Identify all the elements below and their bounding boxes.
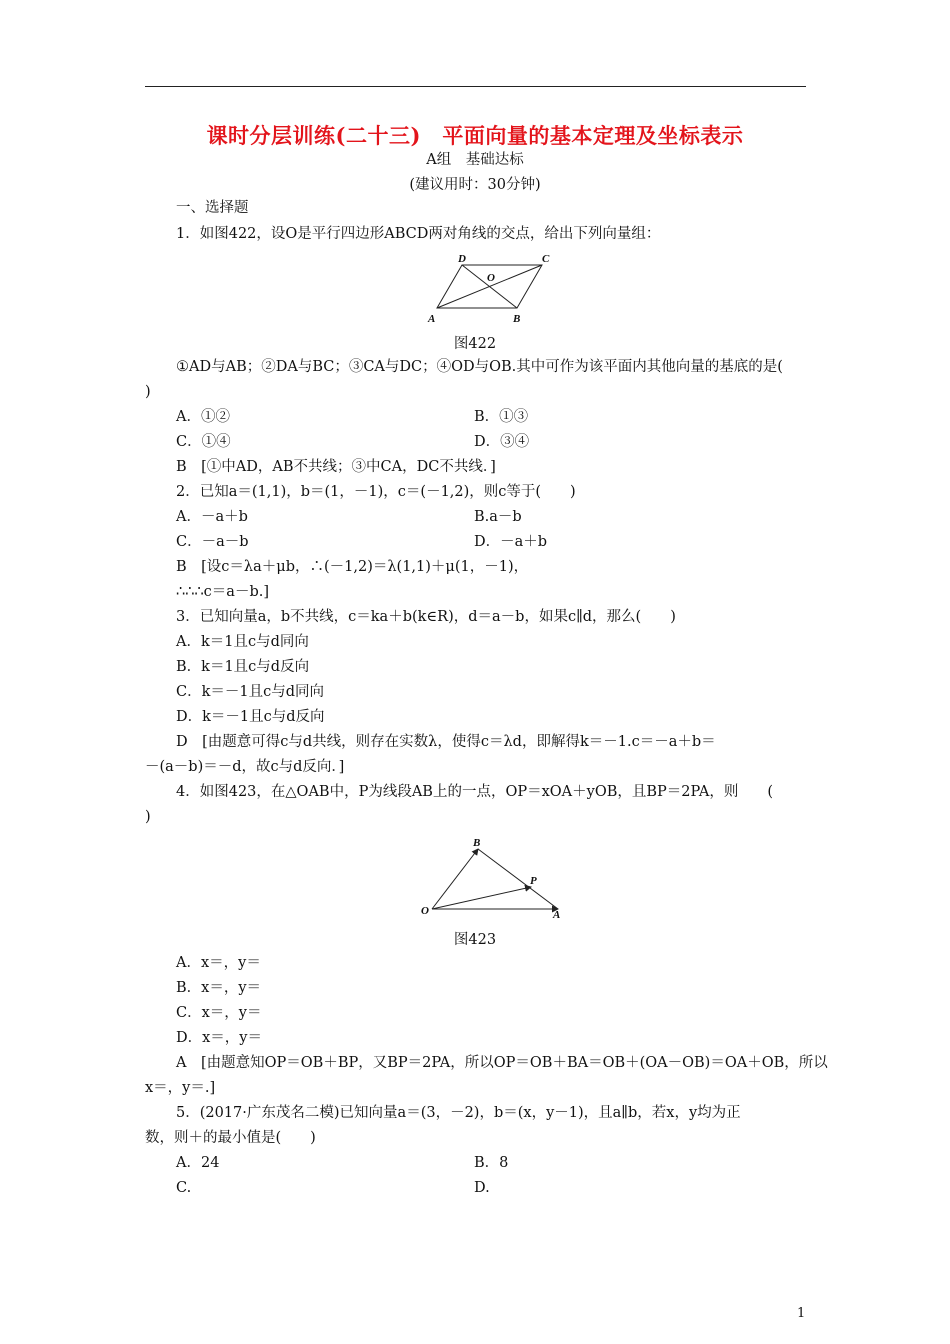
q5-stem: 5．(2017·广东茂名二模)已知向量a＝(3，－2)，b＝(x，y－1)，且a∥b，若x，y均为正: [176, 1105, 741, 1121]
time-hint: (建议用时：30分钟): [409, 177, 541, 193]
page-number: 1: [797, 1306, 806, 1321]
q1-figure-caption: 图422: [453, 336, 497, 352]
q4-figure-caption: 图423: [453, 932, 497, 948]
label-a: A: [428, 313, 436, 325]
q5-option-b: B．8: [474, 1155, 509, 1171]
q2-option-c: C．－a－b: [176, 534, 249, 550]
q3-option-c: C．k＝－1且c与d同向: [176, 684, 325, 700]
q1-option-d: D．③④: [474, 434, 530, 450]
q3-answer: D [由题意可得c与d共线，则存在实数λ，使得c＝λd，即解得k＝－1.c＝－a＋b＝: [176, 734, 716, 750]
triangle-figure: [412, 832, 572, 924]
q2-option-b: B.a－b: [474, 509, 522, 525]
q4-option-b: B．x＝，y＝: [176, 980, 262, 996]
parallelogram-figure: [420, 248, 560, 326]
q5-option-c: C.: [176, 1180, 192, 1196]
q1-option-b: B．①③: [474, 409, 529, 425]
page-title: 课时分层训练(二十三) 平面向量的基本定理及坐标表示: [206, 123, 744, 148]
q2-answer: B [设c＝λa＋μb，∴(－1,2)＝λ(1,1)＋μ(1，－1)，: [176, 559, 529, 575]
label-c: C: [542, 253, 550, 265]
group-label: A组 基础达标: [426, 152, 524, 168]
q1-option-c: C．①④: [176, 434, 231, 450]
q1-option-a: A．①②: [176, 409, 230, 425]
q4-option-c: C．x＝，y＝: [176, 1005, 262, 1021]
section-heading: 一、选择题: [176, 200, 249, 216]
q4-stem: 4．如图423，在△OAB中，P为线段AB上的一点，OP＝xOA＋yOB，且BP＝2PA，则 (: [176, 784, 774, 800]
q5-stem-cont: 数，则＋的最小值是( ): [145, 1130, 316, 1146]
label-b: B: [473, 837, 481, 849]
q1-stem: 1．如图422，设O是平行四边形ABCD两对角线的交点，给出下列向量组：: [176, 226, 661, 242]
q3-option-b: B．k＝1且c与d反向: [176, 659, 310, 675]
label-b: B: [513, 313, 521, 325]
label-d: D: [458, 253, 466, 265]
q3-stem: 3．已知向量a，b不共线，c＝ka＋b(k∈R)，d＝a－b，如果c∥d，那么( ): [176, 609, 676, 625]
q4-option-a: A．x＝，y＝: [176, 955, 261, 971]
q2-option-d: D．－a＋b: [474, 534, 548, 550]
q4-option-d: D．x＝，y＝: [176, 1030, 262, 1046]
q3-answer-cont: －(a－b)＝－d，故c与d反向．]: [145, 759, 345, 775]
segment-ab: [478, 849, 558, 909]
q2-option-a: A．－a＋b: [176, 509, 248, 525]
q5-option-d: D.: [474, 1180, 490, 1196]
label-o: O: [421, 905, 429, 917]
q2-stem: 2．已知a＝(1,1)，b＝(1，－1)，c＝(－1,2)，则c等于( ): [176, 484, 576, 500]
q3-option-d: D．k＝－1且c与d反向: [176, 709, 325, 725]
q1-items-cont: ): [145, 384, 151, 400]
q5-option-a: A．24: [176, 1155, 220, 1171]
q4-answer: A [由题意知OP＝OB＋BP，又BP＝2PA，所以OP＝OB＋BA＝OB＋(OA－OB)＝OA＋OB，所以: [176, 1055, 828, 1071]
q2-answer-cont: ∴∴∴c＝a－b.]: [176, 584, 269, 600]
q1-items: ①AD与AB；②DA与BC；③CA与DC；④OD与OB.其中可作为该平面内其他向量的基底的是(: [176, 359, 783, 375]
header-rule: [145, 86, 806, 87]
q4-answer-cont: x＝，y＝.]: [145, 1080, 216, 1096]
label-p: P: [530, 875, 537, 887]
label-o: O: [487, 272, 495, 284]
q4-stem-cont: ): [145, 809, 151, 825]
q3-option-a: A．k＝1且c与d同向: [176, 634, 309, 650]
q1-answer: B [①中AD，AB不共线；③中CA，DC不共线．]: [176, 459, 496, 475]
label-a: A: [553, 909, 561, 921]
